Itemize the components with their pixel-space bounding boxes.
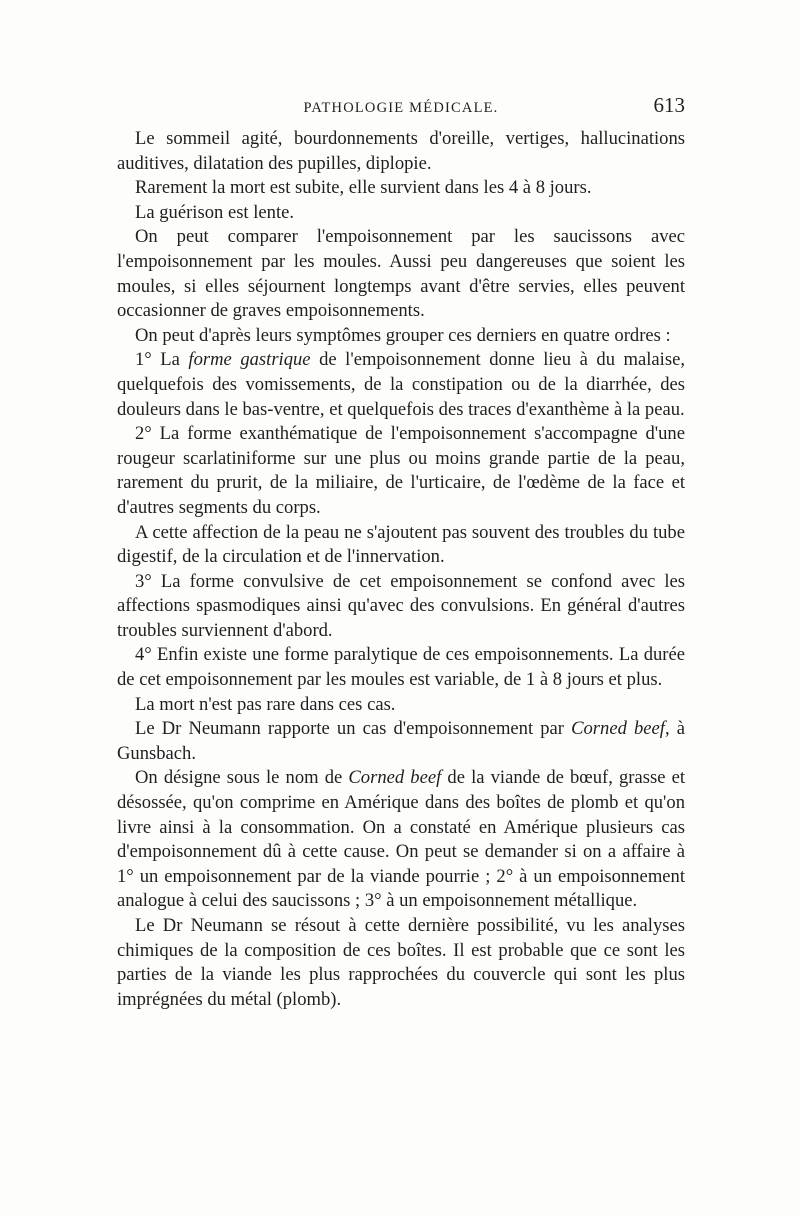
paragraph: Le sommeil agité, bourdonnements d'oreille, vertiges, hallucinations auditives, dilatation des pupilles, diplopie. [117, 128, 685, 174]
paragraph: 1° La forme gastrique de l'empoisonnement donne lieu à du malaise, quelquefois des vomissements, de la constipation ou de la diarrhée, des douleurs dans le bas-ventre, et quelquefois des traces d'exanthème à la peau. [117, 349, 685, 420]
running-title: PATHOLOGIE MÉDICALE. [303, 100, 499, 116]
italic-term: forme gastrique [188, 349, 311, 371]
paragraph: A cette affection de la peau ne s'ajoutent pas souvent des troubles du tube digestif, de la circulation et de l'innervation. [117, 521, 685, 568]
paragraph: 2° La forme exanthématique de l'empoisonnement s'accompagne d'une rougeur scarlatiniforme sur une plus ou moins grande partie de la peau, rarement du prurit, de la miliaire, de l'urticaire, de l'œdème de la face et d'autres segments du corps. [117, 423, 685, 518]
paragraph: Le Dr Neumann rapporte un cas d'empoisonnement par Corned beef, à Gunsbach. [117, 718, 685, 764]
paragraph: On peut comparer l'empoisonnement par les saucissons avec l'empoisonnement par les moules. Aussi peu dangereuses que soient les moules, si elles séjournent longtemps avant d'être servies, elles peuvent occasionner de graves empoisonnements. [117, 226, 685, 322]
paragraph: On peut d'après leurs symptômes grouper ces derniers en quatre ordres : [135, 324, 671, 346]
paragraph: On désigne sous le nom de Corned beef de la viande de bœuf, grasse et désossée, qu'on comprime en Amérique dans des boîtes de plomb et qu'on livre ainsi à la consommation. On a constaté en Amérique plusieurs cas d'empoisonnement dû à cette cause. On peut se demander si on a affaire à 1° un empoisonnement par de la viande pourrie ; 2° à un empoisonnement analogue à celui des saucissons ; 3° à un empoisonnement métallique. [117, 767, 685, 912]
paragraph: 4° Enfin existe une forme paralytique de ces empoisonnements. La durée de cet empoisonnement par les moules est variable, de 1 à 8 jours et plus. [117, 644, 685, 691]
page-number: 613 [653, 93, 685, 117]
italic-term: Corned beef [348, 767, 442, 789]
italic-term: Corned beef [571, 718, 665, 740]
body-text [117, 127, 685, 1012]
paragraph: 3° La forme convulsive de cet empoisonnement se confond avec les affections spasmodiques ainsi qu'avec des convulsions. En général d'autres troubles surviennent d'abord. [117, 570, 685, 641]
paragraph: La guérison est lente. [135, 201, 295, 223]
page-header [117, 92, 685, 120]
paragraph: La mort n'est pas rare dans ces cas. [135, 693, 396, 715]
paragraph: Rarement la mort est subite, elle survient dans les 4 à 8 jours. [135, 177, 592, 199]
paragraph: Le Dr Neumann se résout à cette dernière possibilité, vu les analyses chimiques de la composition de ces boîtes. Il est probable que ce sont les parties de la viande les plus rapprochées du couvercle qui sont les plus imprégnées du métal (plomb). [117, 915, 685, 1010]
